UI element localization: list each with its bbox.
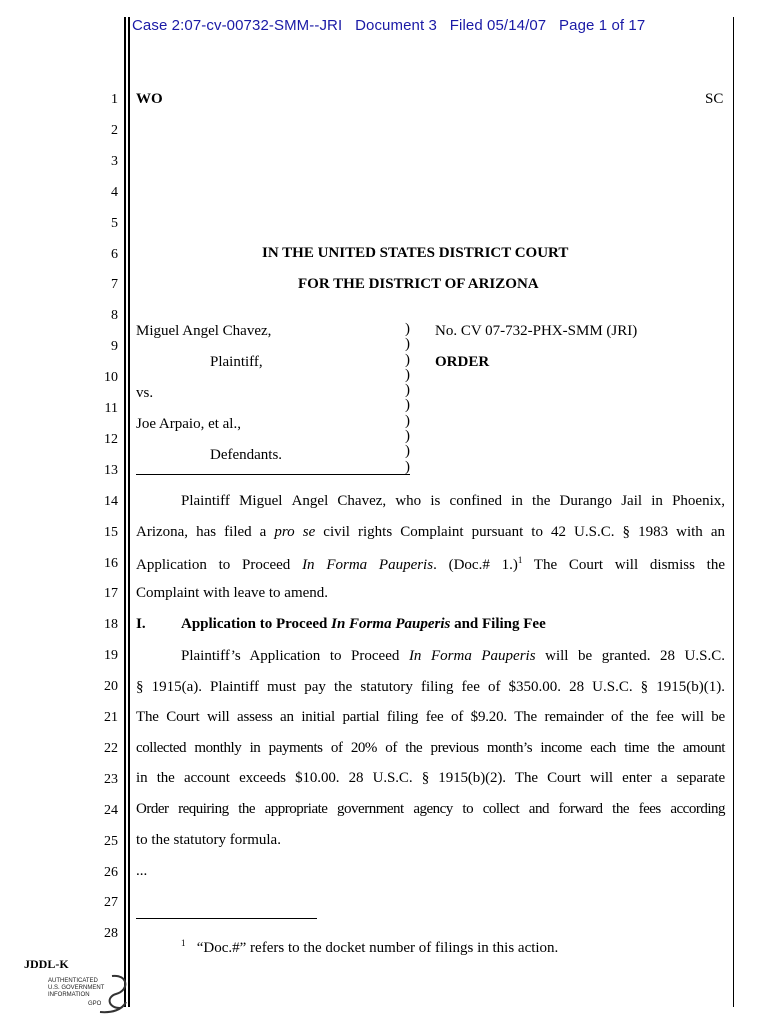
defendant-role: Defendants. [210,447,283,463]
line-number: 7 [111,277,118,293]
footnote-separator [136,918,317,919]
footnote-mark: 1 [181,938,186,948]
header-document: Document 3 [355,17,437,34]
plaintiff-name: Miguel Angel Chavez, [136,323,272,339]
caption-paren: ) [405,336,410,353]
paragraph-2-line-5: in the account exceeds $10.00. 28 U.S.C. § 1915(b)(2). The Court will enter a separate [136,770,725,786]
word: Jail [621,493,643,509]
text-run: Application to Proceed [181,616,332,632]
line-number: 11 [104,401,118,416]
caption-paren: ) [405,382,410,399]
caption-paren: ) [405,443,410,460]
paragraph-1-line-3 [136,555,725,574]
header-filed-date: Filed 05/14/07 [449,17,547,34]
line-number: 25 [104,833,118,849]
paragraph-2-line-2: § 1915(a). Plaintiff must pay the statutory filing fee of $350.00. 28 U.S.C. § 1915(b)(1). [136,679,725,695]
court-title-line1: IN THE UNITED STATES DISTRICT COURT [262,245,569,261]
corner-code-left: WO [136,91,163,107]
paragraph-1-line-4: Complaint with leave to amend. [136,585,329,601]
case-number: No. CV 07-732-PHX-SMM (JRI) [435,323,638,339]
footnote-text: “Doc.#” refers to the docket number of filings in this action. [196,940,559,956]
line-number: 8 [111,308,118,324]
seal-line-4: GPO [88,1001,102,1007]
caption-paren: ) [405,321,410,337]
defendant-name: Joe Arpaio, et al., [136,416,241,432]
caption-paren: ) [405,412,410,429]
seal-line-1: AUTHENTICATED [48,978,98,984]
caption-paren-column [405,322,410,475]
caption-paren: ) [405,458,410,475]
word: confined [449,493,503,509]
line-number: 5 [111,215,118,231]
left-margin-rule-1 [124,17,126,1007]
footnote-reference: 1 [517,555,523,565]
word: Miguel [239,493,283,509]
versus: vs. [136,385,154,401]
line-number: 14 [104,493,118,509]
word: the [532,493,551,509]
section-heading [181,616,546,633]
line-number: 18 [104,617,118,633]
word: Phoenix, [672,493,725,509]
line-number: 1 [111,92,118,107]
word: in [651,493,663,509]
line-number: 13 [104,462,118,478]
caption-paren: ) [405,366,410,383]
text-run-italic: In Forma Pauperis [302,557,434,573]
text-run-italic: pro se [274,524,316,540]
word: Durango [559,493,613,509]
text-run: will be granted. 28 U.S.C. [535,648,725,664]
paragraph-1-line-2 [136,524,725,541]
text-run: and Filing Fee [450,616,546,632]
footer-code: JDDL-K [24,957,69,971]
text-run: Plaintiff’s Application to Proceed [181,648,409,664]
text-run: civil rights Complaint pursuant to 42 U.S.C. § 1983 with an [315,524,726,540]
line-number: 2 [111,122,118,138]
footnote [181,938,558,957]
document-title: ORDER [435,354,490,370]
text-run: Application to Proceed [136,557,303,573]
paragraph-2-line-1 [181,648,725,665]
paragraph-2-line-4: collected monthly in payments of 20% of the previous month’s income each time the amount [136,740,725,756]
paragraph-2-line-6: Order requiring the appropriate government agency to collect and forward the fees according [136,801,725,817]
line-number: 23 [104,771,118,787]
text-run-italic: In Forma Pauperis [408,648,536,664]
line-number: 16 [104,555,118,571]
line-number: 22 [104,740,118,756]
section-number: I. [136,616,146,632]
seal-line-3: INFORMATION [48,992,90,998]
word: is [430,493,441,509]
caption-paren: ) [405,351,410,368]
caption-underline [136,474,410,475]
caption-paren: ) [405,428,410,445]
word: Angel [291,493,329,509]
line-number: 27 [104,895,118,911]
right-margin-rule [733,17,734,1007]
eagle-mark-icon [100,976,126,1012]
header-case-number: Case 2:07-cv-00732-SMM--JRI [132,17,343,34]
paragraph-2-line-3: The Court will assess an initial partial filing fee of $9.20. The remainder of the fee will be [136,709,725,725]
left-margin-rule-2 [128,17,130,1007]
line-number: 9 [111,339,118,355]
line-number: 20 [104,679,118,695]
text-run-italic: In Forma Pauperis [331,616,451,632]
gpo-authenticated-seal [42,972,132,1014]
line-number: 6 [111,246,118,262]
line-number: 26 [104,864,118,880]
corner-code-right: SC [705,91,724,107]
seal-line-2: U.S. GOVERNMENT [48,985,105,991]
text-run: Arizona, has filed a [136,524,275,540]
line-number: 19 [104,648,118,664]
plaintiff-role: Plaintiff, [210,354,263,370]
line-number: 3 [111,153,118,169]
word: Plaintiff [181,493,230,509]
word: in [511,493,523,509]
text-run: The Court will dismiss the [522,557,725,573]
line-number: 28 [104,926,118,942]
line-number: 21 [104,710,118,725]
line-number: 17 [104,586,118,602]
paragraph-2-line-7: to the statutory formula. [136,832,281,848]
line-number: 10 [104,370,118,386]
ellipsis: ... [136,863,148,879]
paragraph-1-line-1 [181,493,725,510]
line-number: 4 [111,184,118,200]
word: who [395,493,422,509]
line-number: 15 [104,524,118,540]
line-number: 12 [104,431,118,447]
court-title-line2: FOR THE DISTRICT OF ARIZONA [298,276,539,292]
header-page: Page 1 of 17 [559,17,646,34]
filing-header [132,17,645,34]
text-run: . (Doc.# 1.) [433,557,518,573]
caption-paren: ) [405,397,410,414]
word: Chavez, [337,493,387,509]
line-number: 24 [104,802,118,818]
